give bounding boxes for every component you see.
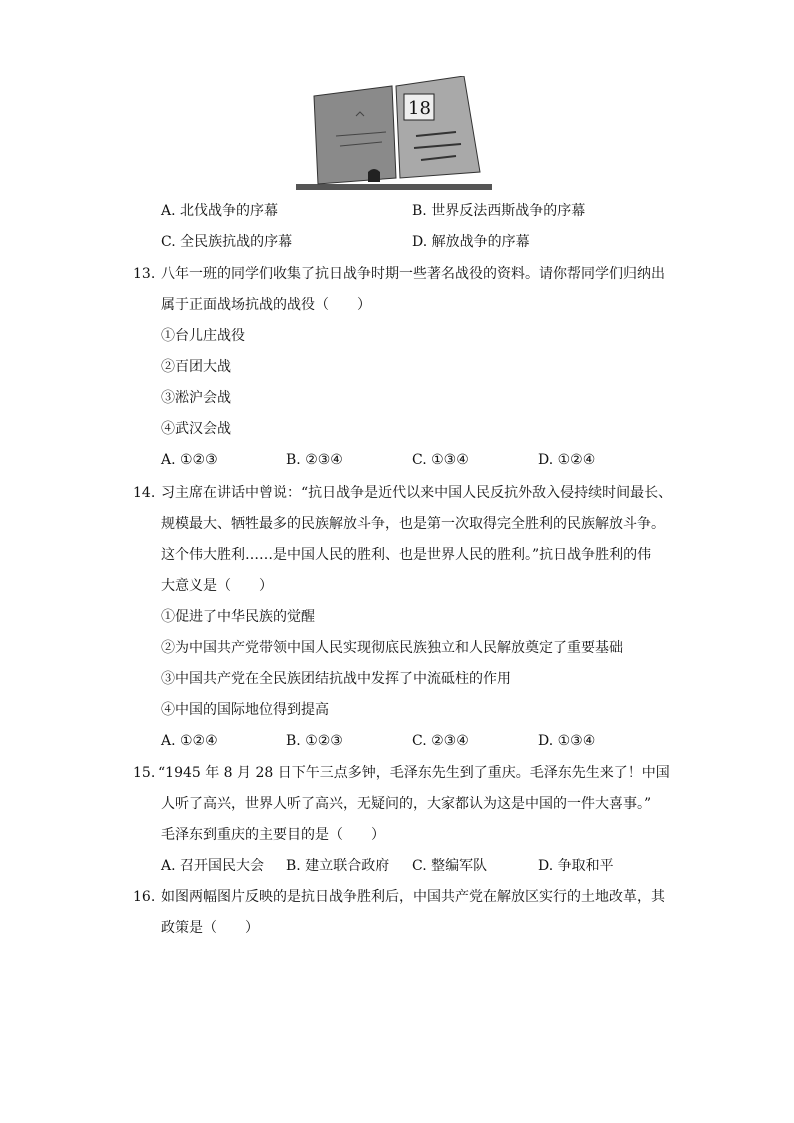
q13-option-d: D. ①②④	[538, 452, 596, 468]
q13-option-b: B. ②③④	[286, 452, 343, 468]
monument-right-page	[396, 76, 480, 178]
monument-base	[296, 184, 492, 190]
q14-stem-line: 习主席在讲话中曾说：“抗日战争是近代以来中国人民反抗外敌入侵持续时间最长、	[161, 485, 673, 501]
q13-option-a: A. ①②③	[161, 452, 218, 468]
q15-option-b: B. 建立联合政府	[286, 858, 390, 874]
q16-number: 16.	[133, 889, 156, 905]
q14-option-a: A. ①②④	[161, 733, 218, 749]
q14-item: ②为中国共产党带领中国人民实现彻底民族独立和人民解放奠定了重要基础	[161, 640, 623, 656]
monument-figure	[296, 76, 492, 192]
q15-option-a: A. 召开国民大会	[161, 858, 265, 874]
q14-stem-line: 这个伟大胜利……是中国人民的胜利、也是世界人民的胜利。”抗日战争胜利的伟	[161, 547, 652, 563]
q13-item: ①台儿庄战役	[161, 328, 245, 344]
q12-option-a: A. 北伐战争的序幕	[161, 203, 279, 219]
q13-option-c: C. ①③④	[412, 452, 469, 468]
q15-stem-line: 人听了高兴，世界人听了高兴，无疑问的，大家都认为这是中国的一件大喜事。”	[161, 796, 652, 812]
q13-item: ③淞沪会战	[161, 390, 231, 406]
q13-stem-line: 属于正面战场抗战的战役（ ）	[161, 297, 371, 313]
q14-option-b: B. ①②③	[286, 733, 343, 749]
q13-stem-line: 八年一班的同学们收集了抗日战争时期一些著名战役的资料。请你帮同学们归纳出	[161, 266, 665, 282]
q16-stem-line: 如图两幅图片反映的是抗日战争胜利后，中国共产党在解放区实行的土地改革，其	[161, 889, 665, 905]
calendar-date-text: 18	[408, 98, 431, 119]
q12-option-c: C. 全民族抗战的序幕	[161, 234, 293, 250]
q14-item: ①促进了中华民族的觉醒	[161, 609, 315, 625]
q13-item: ②百团大战	[161, 359, 231, 375]
q15-stem-line: “1945 年 8 月 28 日下午三点多钟，毛泽东先生到了重庆。毛泽东先生来了！中国	[158, 765, 670, 781]
q15-option-d: D. 争取和平	[538, 858, 614, 874]
q15-number: 15.	[133, 765, 156, 781]
q15-option-c: C. 整编军队	[412, 858, 488, 874]
q14-item: ③中国共产党在全民族团结抗战中发挥了中流砥柱的作用	[161, 671, 511, 687]
q13-item: ④武汉会战	[161, 421, 231, 437]
q15-stem-line: 毛泽东到重庆的主要目的是（ ）	[161, 827, 385, 843]
q16-stem-line: 政策是（ ）	[161, 920, 259, 936]
monument-doorway	[368, 169, 380, 182]
q12-option-d: D. 解放战争的序幕	[412, 234, 530, 250]
q14-number: 14.	[133, 485, 156, 501]
q14-stem-line: 大意义是（ ）	[161, 578, 273, 594]
q14-item: ④中国的国际地位得到提高	[161, 702, 329, 718]
q13-number: 13.	[133, 266, 156, 282]
q14-stem-line: 规模最大、牺牲最多的民族解放斗争，也是第一次取得完全胜利的民族解放斗争。	[161, 516, 665, 532]
q12-option-b: B. 世界反法西斯战争的序幕	[412, 203, 586, 219]
q14-option-d: D. ①③④	[538, 733, 596, 749]
q14-option-c: C. ②③④	[412, 733, 469, 749]
monument-left-page	[314, 86, 396, 184]
